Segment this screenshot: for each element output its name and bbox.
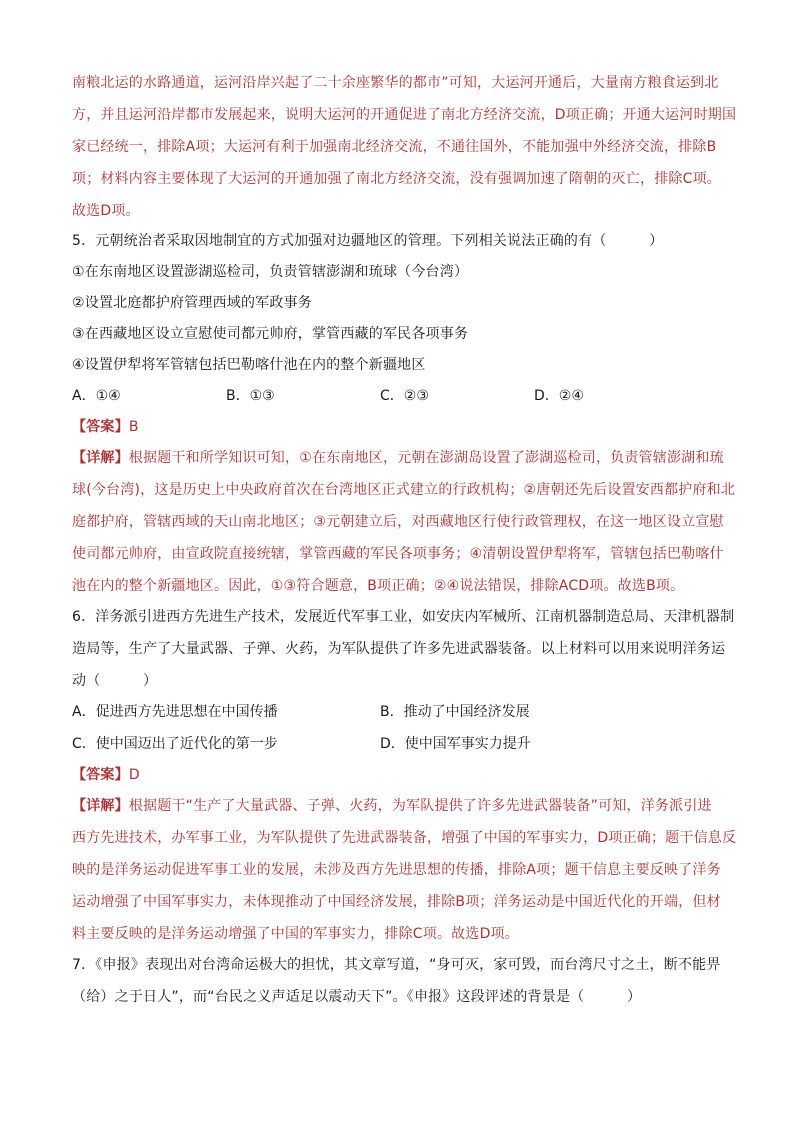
detail-tag: 【详解】 [72,450,129,466]
q6-option-b: B．推动了中国经济发展 [380,704,530,720]
q6-option-d: D．使中国军事实力提升 [380,736,531,752]
q7-stem-line: 7．《申报》表现出对台湾命运极大的担忧，其文章写道，“身可灭，家可毁，而台湾尺寸之土，断不能畀 [72,957,721,973]
q6-detail-line [72,797,732,815]
detail-text: 根据题干和所学知识可知，①在东南地区，元朝在澎湖岛设置了澎湖巡检司，负责管辖澎湖和琉 [128,450,724,466]
answer-value: B [128,419,139,435]
q5-detail-line: 池在内的整个新疆地区。因此，①③符合题意，B项正确；②④说法错误，排除ACD项。故选B项。 [72,578,685,594]
answer-tag: 【答案】 [72,767,129,783]
q5-detail-line [72,449,732,467]
detail-text: 根据题干“生产了大量武器、子弹、火药，为军队提供了许多先进武器装备”可知，洋务派引进 [128,798,712,814]
q6-option-c: C．使中国迈出了近代化的第一步 [72,736,278,752]
q4-explanation-line: 项；材料内容主要体现了大运河的开通加强了南北方经济交流，没有强调加速了隋朝的灭亡，排除C项。 [72,171,721,187]
q6-detail-line: 映的是洋务运动促进军事工业的发展，未涉及西方先进思想的传播，排除A项；题干信息主要反映了洋务 [72,862,721,878]
q6-option-a: A．促进西方先进思想在中国传播 [72,704,278,720]
q5-option-c: C．②③ [380,388,429,404]
q5-statement: ①在东南地区设置澎湖巡检司，负责管辖澎湖和琉球（今台湾） [72,264,469,280]
q6-stem-line: 6．洋务派引进西方先进生产技术，发展近代军事工业，如安庆内军械所、江南机器制造总局、天津机器制 [72,609,735,625]
q4-explanation-line: 方，并且运河沿岸都市发展起来，说明大运河的开通促进了南北方经济交流，D项正确；开通大运河时期国 [72,107,737,123]
q5-detail-line: 使司都元帅府，由宣政院直接统辖，掌管西藏的军民各项事务；④清朝设置伊犁将军，管辖包括巴勒喀什 [72,546,724,562]
q5-statement: ②设置北庭都护府管理西域的军政事务 [72,295,312,311]
q6-answer [72,766,732,784]
q5-answer [72,418,732,436]
q4-explanation-line: 南粮北运的水路通道，运河沿岸兴起了二十余座繁华的都市”可知，大运河开通后，大量南方粮食运到北 [72,75,719,91]
q6-detail-line: 运动增强了中国军事实力，未体现推动了中国经济发展，排除B项；洋务运动是中国近代化的开端，但材 [72,894,721,910]
q5-option-a: A．①④ [72,388,121,404]
q6-detail-line: 西方先进技术，办军事工业，为军队提供了先进武器装备，增强了中国的军事实力，D项正确；题干信息反 [72,830,737,846]
q5-detail-line: 球(今台湾)，这是历史上中央政府首次在台湾地区正式建立的行政机构；②唐朝还先后设置安西都护府和北 [72,482,736,498]
q5-detail-line: 庭都护府，管辖西域的天山南北地区；③元朝建立后，对西藏地区行使行政管理权，在这一地区设立宣慰 [72,514,724,530]
q5-statement: ④设置伊犁将军管辖包括巴勒喀什池在内的整个新疆地区 [72,357,426,373]
q7-stem-line: （给）之于日人”，而“台民之义声适足以震动天下”。《申报》这段评述的背景是（ ） [72,989,642,1005]
q5-option-b: B．①③ [226,388,275,404]
q5-option-d: D．②④ [534,388,584,404]
q5-stem: 5．元朝统治者采取因地制宜的方式加强对边疆地区的管理。下列相关说法正确的有（ ） [72,233,664,249]
q6-stem-line: 造局等，生产了大量武器、子弹、火药，为军队提供了许多先进武器装备。以上材料可以用来说明洋务运 [72,641,726,657]
q6-stem-line: 动（ ） [72,673,158,689]
detail-tag: 【详解】 [72,798,129,814]
q4-explanation-line: 家已经统一，排除A项；大运河有利于加强南北经济交流，不通往国外，不能加强中外经济交流，排除B [72,139,717,155]
answer-value: D [128,767,140,783]
q6-detail-line: 料主要反映的是洋务运动增强了中国的军事实力，排除C项。故选D项。 [72,926,519,942]
q5-statement: ③在西藏地区设立宣慰使司都元帅府，掌管西藏的军民各项事务 [72,326,469,342]
q4-explanation-line: 故选D项。 [72,203,140,219]
answer-tag: 【答案】 [72,419,129,435]
